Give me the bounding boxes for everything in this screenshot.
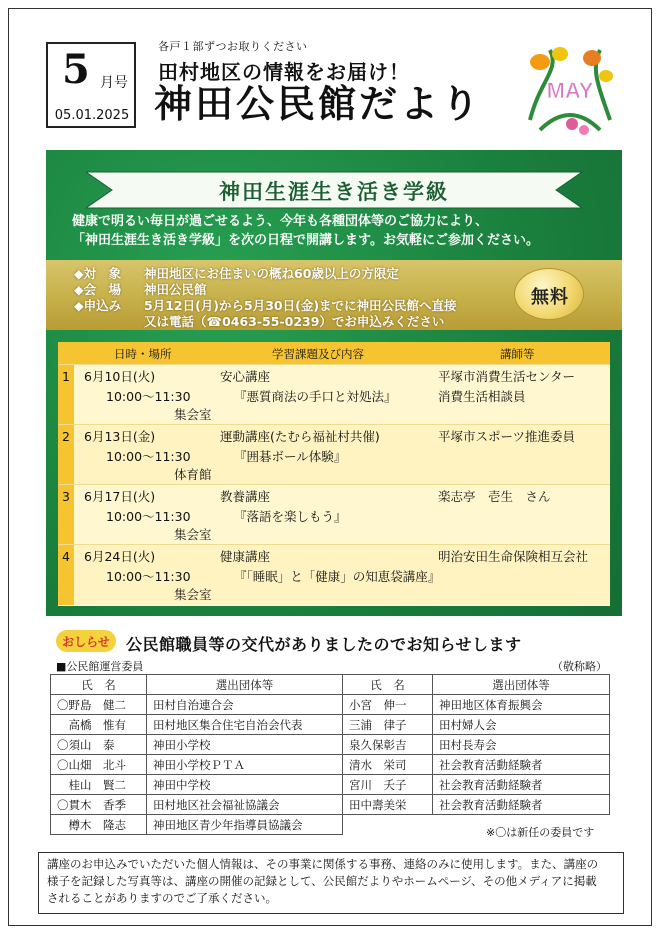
session-topic: 教養講座: [220, 489, 271, 504]
col-org: 選出団体等: [147, 675, 343, 695]
issue-date: 05.01.2025: [54, 108, 130, 123]
schedule-header: [58, 342, 610, 364]
may-text: MAY: [546, 78, 594, 103]
may-flower-decoration: [520, 40, 620, 140]
session-time: 10:00～11:30: [106, 569, 191, 584]
session-detail: 『「睡眠」と「健康」の知恵袋講座』: [234, 569, 441, 584]
session-place: 体育館: [174, 467, 212, 482]
session-topic: 運動講座(たむら福祉村共催): [220, 429, 380, 444]
session-date: 6月10日(火): [84, 369, 156, 384]
member-name: 〇貫木 香季: [51, 795, 147, 815]
session-detail: 『囲碁ボール体験』: [234, 449, 347, 464]
member-organization: 社会教育活動経験者: [433, 795, 610, 815]
col-org: 選出団体等: [433, 675, 610, 695]
header-datetime: 日時・場所: [114, 347, 172, 361]
row-number-cell: [58, 545, 74, 605]
member-row: [51, 755, 610, 775]
header-topic: 学習課題及び内容: [272, 347, 364, 361]
session-place: 集会室: [174, 527, 212, 542]
schedule-table: [58, 342, 610, 606]
members-table: [50, 674, 610, 835]
member-name: 桂山 賢二: [51, 775, 147, 795]
member-name: [343, 815, 433, 835]
page-subtitle: 田村地区の情報をお届け！: [158, 60, 410, 84]
schedule-row: [58, 364, 610, 424]
member-organization: 神田中学校: [147, 775, 343, 795]
row-number: 4: [62, 549, 70, 564]
session-place: 集会室: [174, 587, 212, 602]
member-organization: 神田地区体育振興会: [433, 695, 610, 715]
free-badge: 無料: [514, 268, 584, 320]
row-number-cell: [58, 425, 74, 485]
new-member-note: ※〇は新任の委員です: [486, 826, 595, 839]
course-intro: 健康で明るい毎日が過ごせるよう、今年も各種団体等のご協力により、 「神田生涯生き活き学級」を次の日程で開講します。お気軽にご参加ください。: [72, 214, 539, 248]
info-apply: ◆申込み 5月12日(月)から5月30日(金)までに神田公民館へ直接: [74, 298, 457, 313]
session-lecturer-sub: 消費生活相談員: [438, 389, 526, 404]
issue-number: 5: [62, 46, 90, 93]
session-date: 6月13日(金): [84, 429, 156, 444]
member-organization: 社会教育活動経験者: [433, 755, 610, 775]
members-header-row: [51, 675, 610, 695]
row-number-cell: [58, 485, 74, 545]
session-topic: 健康講座: [220, 549, 271, 564]
page-title: 神田公民館だより: [154, 82, 483, 126]
session-time: 10:00～11:30: [106, 509, 191, 524]
member-name: 清水 栄司: [343, 755, 433, 775]
header-lecturer: 講師等: [500, 347, 535, 361]
member-name: 小宮 伸一: [343, 695, 433, 715]
committee-label: ■公民館運営委員: [56, 660, 144, 673]
member-organization: 神田地区青少年指導員協議会: [147, 815, 343, 835]
member-organization: 田村長寿会: [433, 735, 610, 755]
member-name: 三浦 律子: [343, 715, 433, 735]
member-name: 泉久保彰吉: [343, 735, 433, 755]
session-lecturer: 平塚市消費生活センター: [438, 369, 576, 384]
issue-box: [46, 42, 136, 128]
schedule-row: [58, 484, 610, 544]
member-organization: 田村自治連合会: [147, 695, 343, 715]
member-row: [51, 775, 610, 795]
session-lecturer: 明治安田生命保険相互会社: [438, 549, 589, 564]
info-venue: ◆会 場 神田公民館: [74, 282, 207, 297]
member-name: 高橋 惟有: [51, 715, 147, 735]
distribution-note: 各戸１部ずつお取りください: [158, 40, 308, 53]
notice-icon: おしらせ: [56, 630, 116, 652]
col-name: 氏 名: [343, 675, 433, 695]
session-topic: 安心講座: [220, 369, 271, 384]
issue-unit: 月号: [100, 75, 128, 91]
session-time: 10:00～11:30: [106, 389, 191, 404]
session-place: 集会室: [174, 407, 212, 422]
member-row: [51, 715, 610, 735]
session-date: 6月24日(火): [84, 549, 156, 564]
course-info-band: [46, 260, 622, 330]
member-organization: 田村地区集合住宅自治会代表: [147, 715, 343, 735]
member-row: [51, 795, 610, 815]
member-name: 〇須山 泰: [51, 735, 147, 755]
member-organization: 田村地区社会福祉協議会: [147, 795, 343, 815]
session-lecturer: 平塚市スポーツ推進委員: [438, 429, 576, 444]
member-organization: 社会教育活動経験者: [433, 775, 610, 795]
row-number: 1: [62, 369, 70, 384]
row-number-cell: [58, 365, 74, 425]
course-title: 神田生涯生き活き学級: [219, 180, 449, 204]
member-name: 宮川 夭子: [343, 775, 433, 795]
member-name: 田中壽美栄: [343, 795, 433, 815]
course-panel: [46, 150, 622, 616]
member-name: 〇野島 健二: [51, 695, 147, 715]
member-organization: 神田小学校: [147, 735, 343, 755]
session-time: 10:00～11:30: [106, 449, 191, 464]
schedule-row: [58, 544, 610, 604]
col-name: 氏 名: [51, 675, 147, 695]
session-detail: 『落語を楽しもう』: [234, 509, 347, 524]
privacy-notice: 講座のお申込みでいただいた個人情報は、その事業に関係する事務、連絡のみに使用します。また、講座の 様子を記録した写真等は、講座の開催の記録として、公民館だよりやホームページ、その他メディアに掲載 されることがありますのでご了承ください。: [38, 852, 624, 914]
schedule-row: [58, 424, 610, 484]
row-number: 2: [62, 429, 70, 444]
member-organization: 田村婦人会: [433, 715, 610, 735]
session-lecturer: 楽志亭 壱生 さん: [438, 489, 551, 504]
info-apply-phone: 又は電話（☎0463-55-0239）でお申込みください: [144, 314, 445, 329]
member-row: [51, 695, 610, 715]
info-target: ◆対 象 神田地区にお住まいの概ね60歳以上の方限定: [74, 266, 399, 281]
row-number: 3: [62, 489, 70, 504]
member-row: [51, 735, 610, 755]
honorific-note: （敬称略）: [552, 660, 607, 673]
session-date: 6月17日(火): [84, 489, 156, 504]
session-detail: 『悪質商法の手口と対処法』: [234, 389, 397, 404]
member-organization: 神田小学校ＰＴＡ: [147, 755, 343, 775]
notice-title: 公民館職員等の交代がありましたのでお知らせします: [126, 635, 522, 654]
member-name: 樽木 隆志: [51, 815, 147, 835]
member-name: 〇山畑 北斗: [51, 755, 147, 775]
